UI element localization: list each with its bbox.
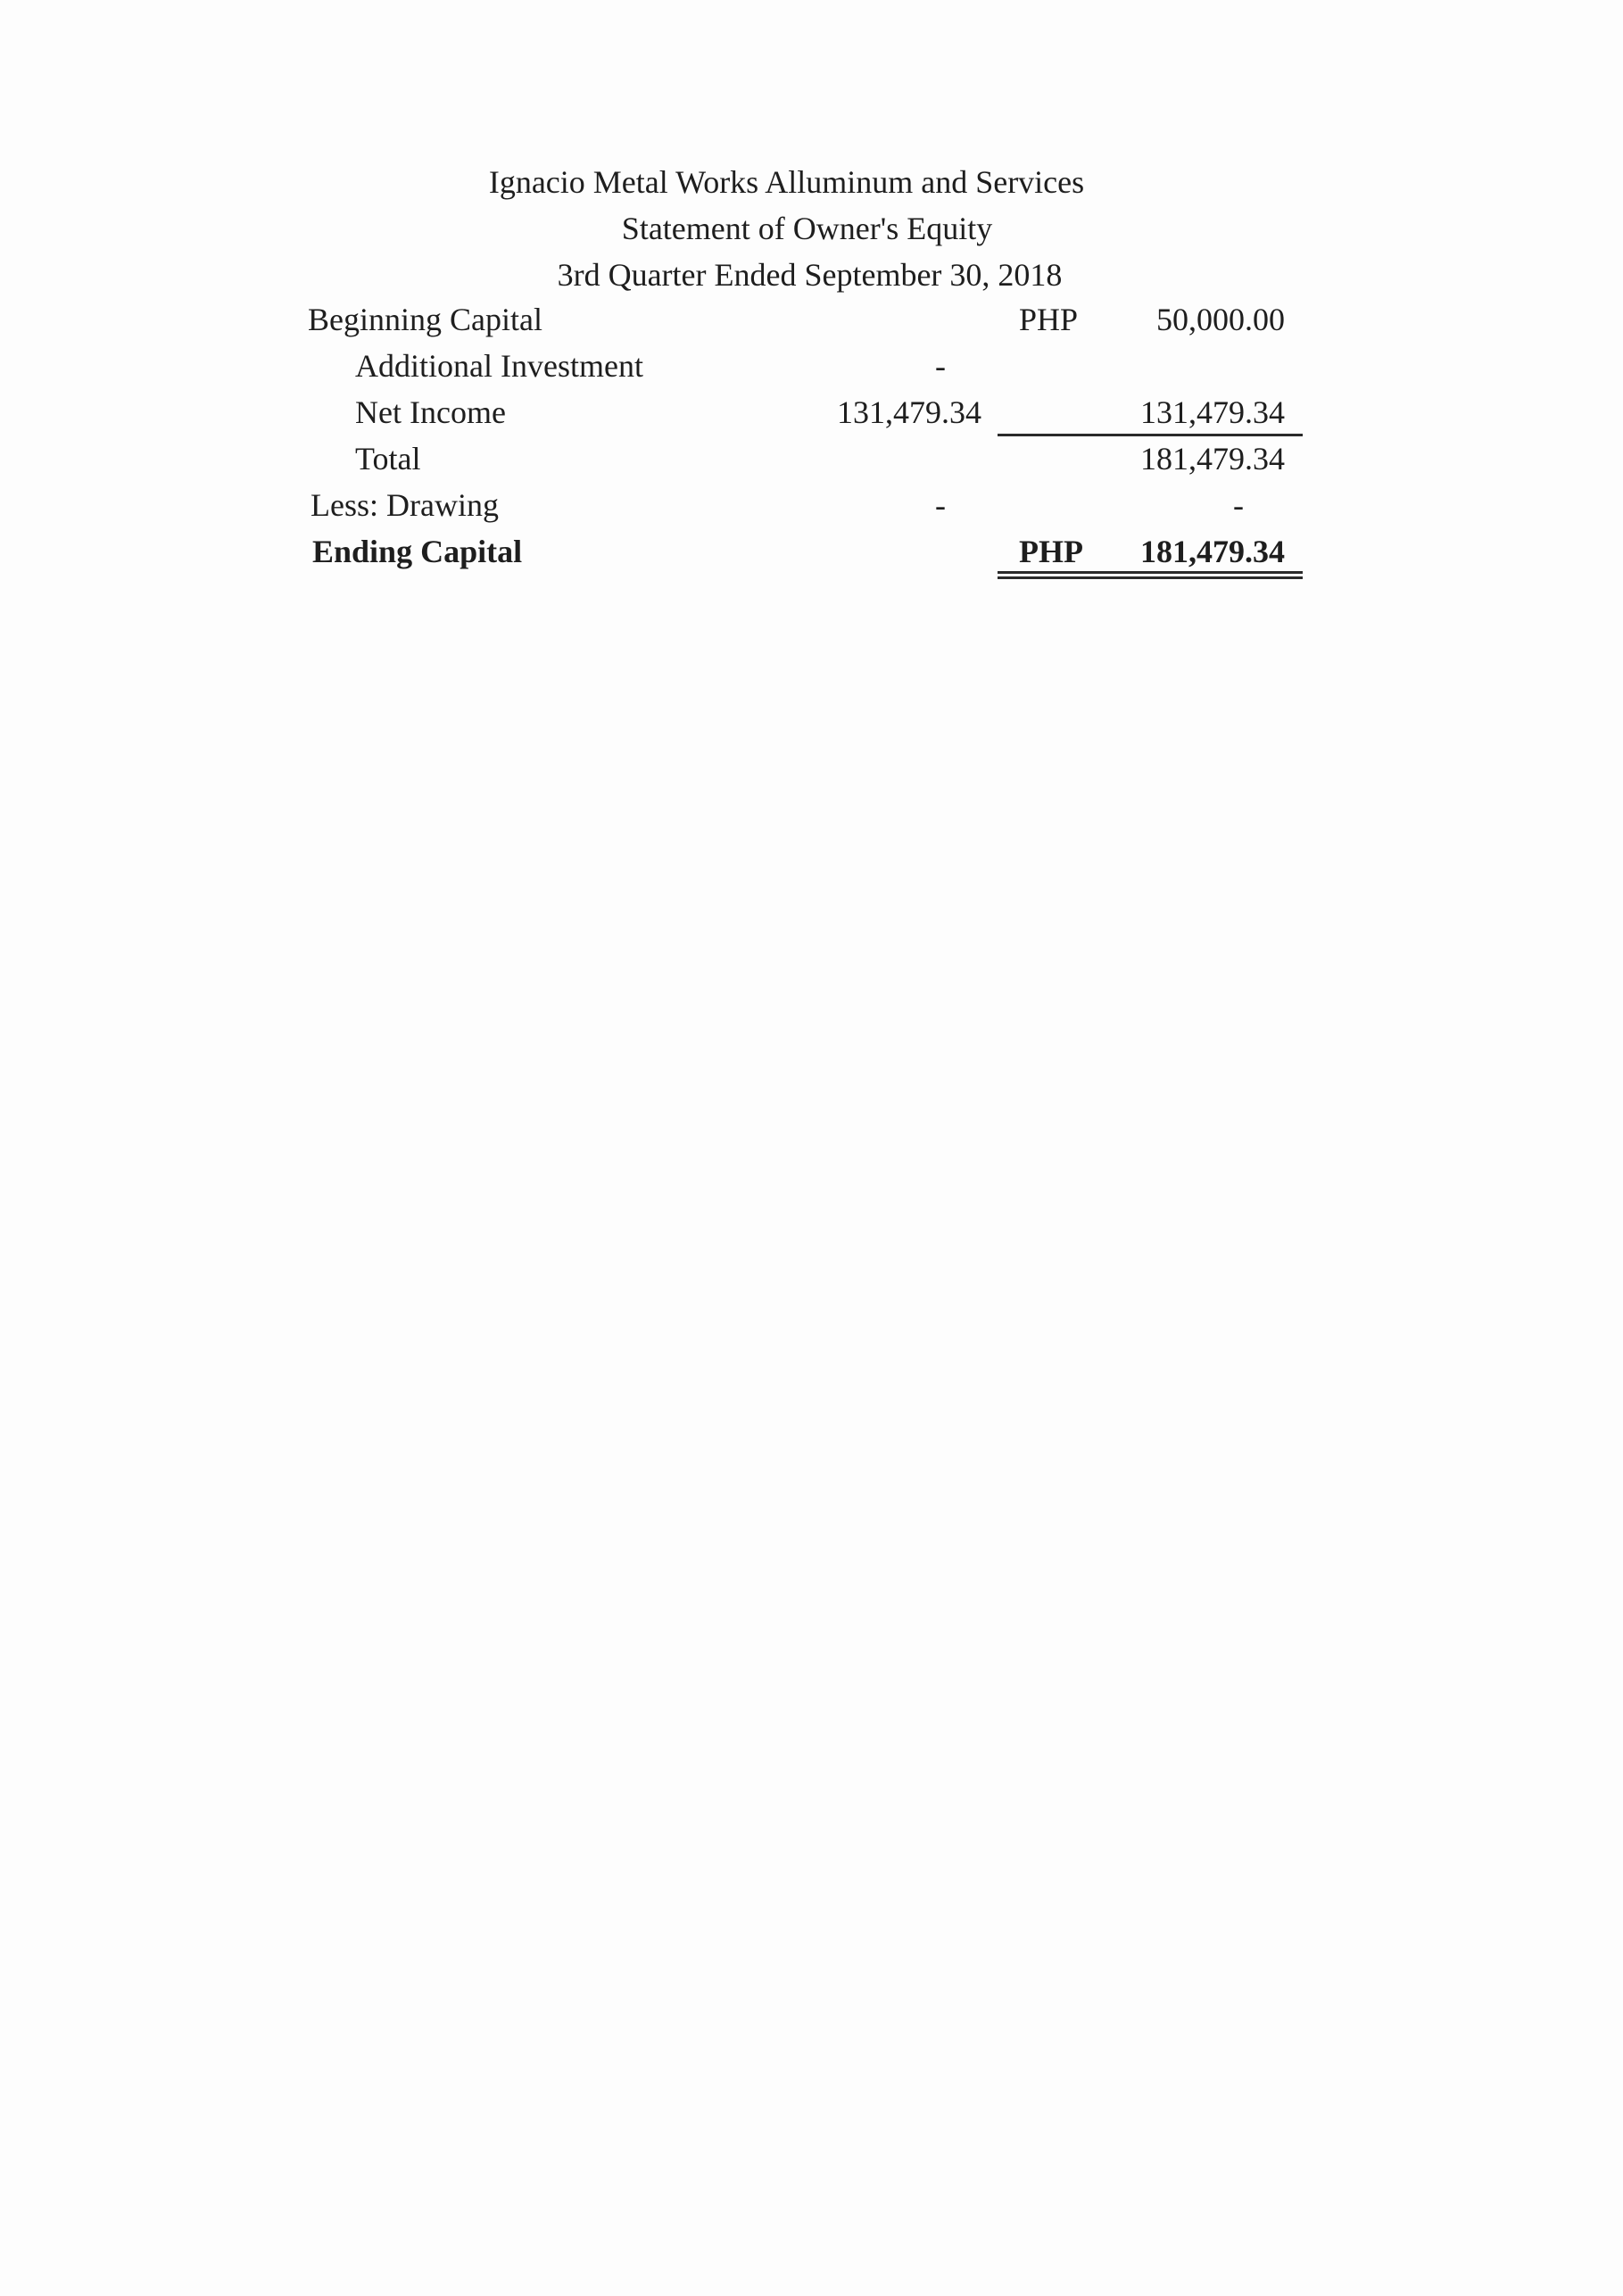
statement-period: 3rd Quarter Ended September 30, 2018 [557, 257, 1063, 293]
less-drawing-total: - [1233, 487, 1244, 523]
total-label: Total [355, 441, 421, 477]
beginning-capital-label: Beginning Capital [308, 302, 542, 337]
less-drawing-label: Less: Drawing [311, 487, 499, 523]
beginning-capital-currency: PHP [1019, 302, 1079, 337]
ending-capital-currency: PHP [1019, 534, 1083, 569]
company-name: Ignacio Metal Works Alluminum and Services [488, 164, 1085, 200]
net-income-amount: 131,479.34 [837, 394, 981, 430]
total-amount: 181,479.34 [1140, 441, 1285, 477]
subtotal-rule [998, 434, 1303, 436]
less-drawing-amount: - [935, 487, 946, 523]
net-income-label: Net Income [355, 394, 506, 430]
statement-title: Statement of Owner's Equity [621, 211, 993, 246]
double-rule-top [998, 571, 1303, 574]
additional-investment-label: Additional Investment [355, 348, 643, 384]
double-rule-bottom [998, 576, 1303, 579]
ending-capital-label: Ending Capital [312, 534, 523, 569]
additional-investment-amount: - [935, 348, 946, 384]
net-income-total: 131,479.34 [1140, 394, 1285, 430]
beginning-capital-total: 50,000.00 [1156, 302, 1285, 337]
ending-capital-total: 181,479.34 [1140, 534, 1285, 569]
